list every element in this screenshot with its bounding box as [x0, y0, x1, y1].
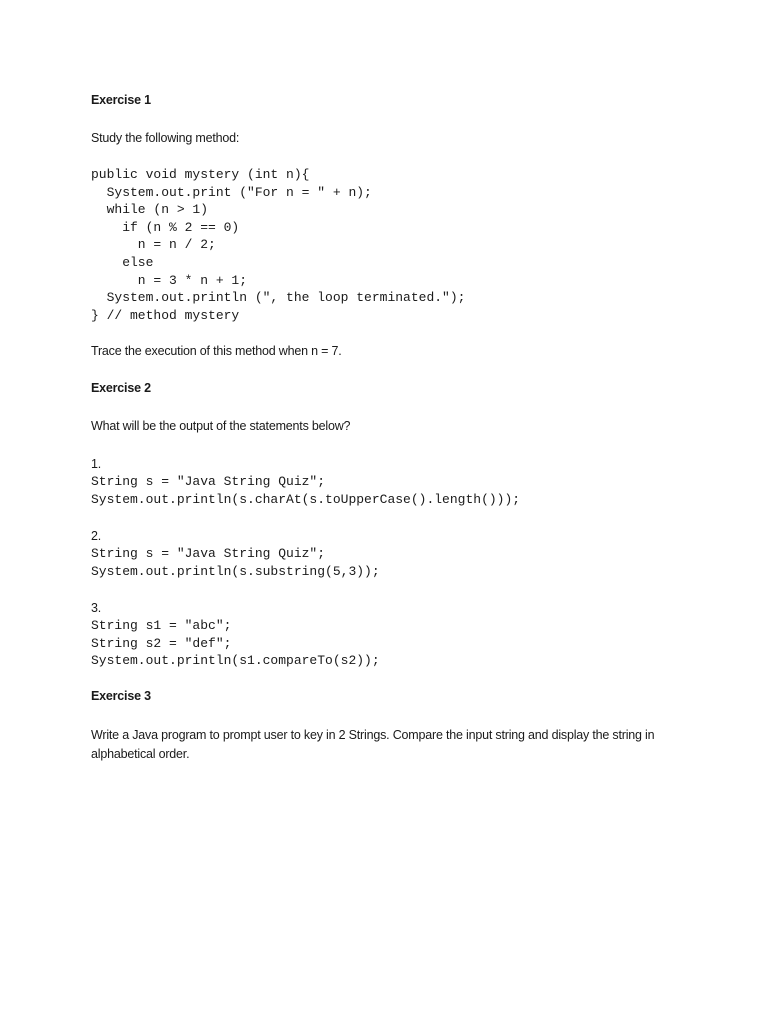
exercise-1-code: public void mystery (int n){ System.out.print ("For n = " + n); while (n > 1) if (n % 2 == 0) n = n / 2; else n = 3 * n + 1; System.out.println (", the loop terminated."); } // method mystery [91, 167, 466, 323]
exercise-2-intro: What will be the output of the statements below? [91, 419, 351, 433]
exercise-2-item-3-code: String s1 = "abc"; String s2 = "def"; System.out.println(s1.compareTo(s2)); [91, 618, 380, 669]
exercise-3-task: Write a Java program to prompt user to key in 2 Strings. Compare the input string and display the string in alphabetical order. [91, 728, 655, 761]
exercise-1-title: Exercise 1 [91, 93, 151, 107]
exercise-3-title: Exercise 3 [91, 689, 151, 703]
exercise-2-item-2-number: 2. [91, 529, 102, 543]
exercise-2-title: Exercise 2 [91, 381, 151, 395]
exercise-1-intro: Study the following method: [91, 131, 240, 145]
exercise-2-item-3-number: 3. [91, 601, 102, 615]
exercise-2-item-1-code: String s = "Java String Quiz"; System.out.println(s.charAt(s.toUpperCase().length())); [91, 474, 521, 507]
exercise-2-item-1-number: 1. [91, 457, 102, 471]
exercise-2-item-2-code: String s = "Java String Quiz"; System.out.println(s.substring(5,3)); [91, 546, 380, 579]
exercise-1-task: Trace the execution of this method when n = 7. [91, 344, 342, 358]
